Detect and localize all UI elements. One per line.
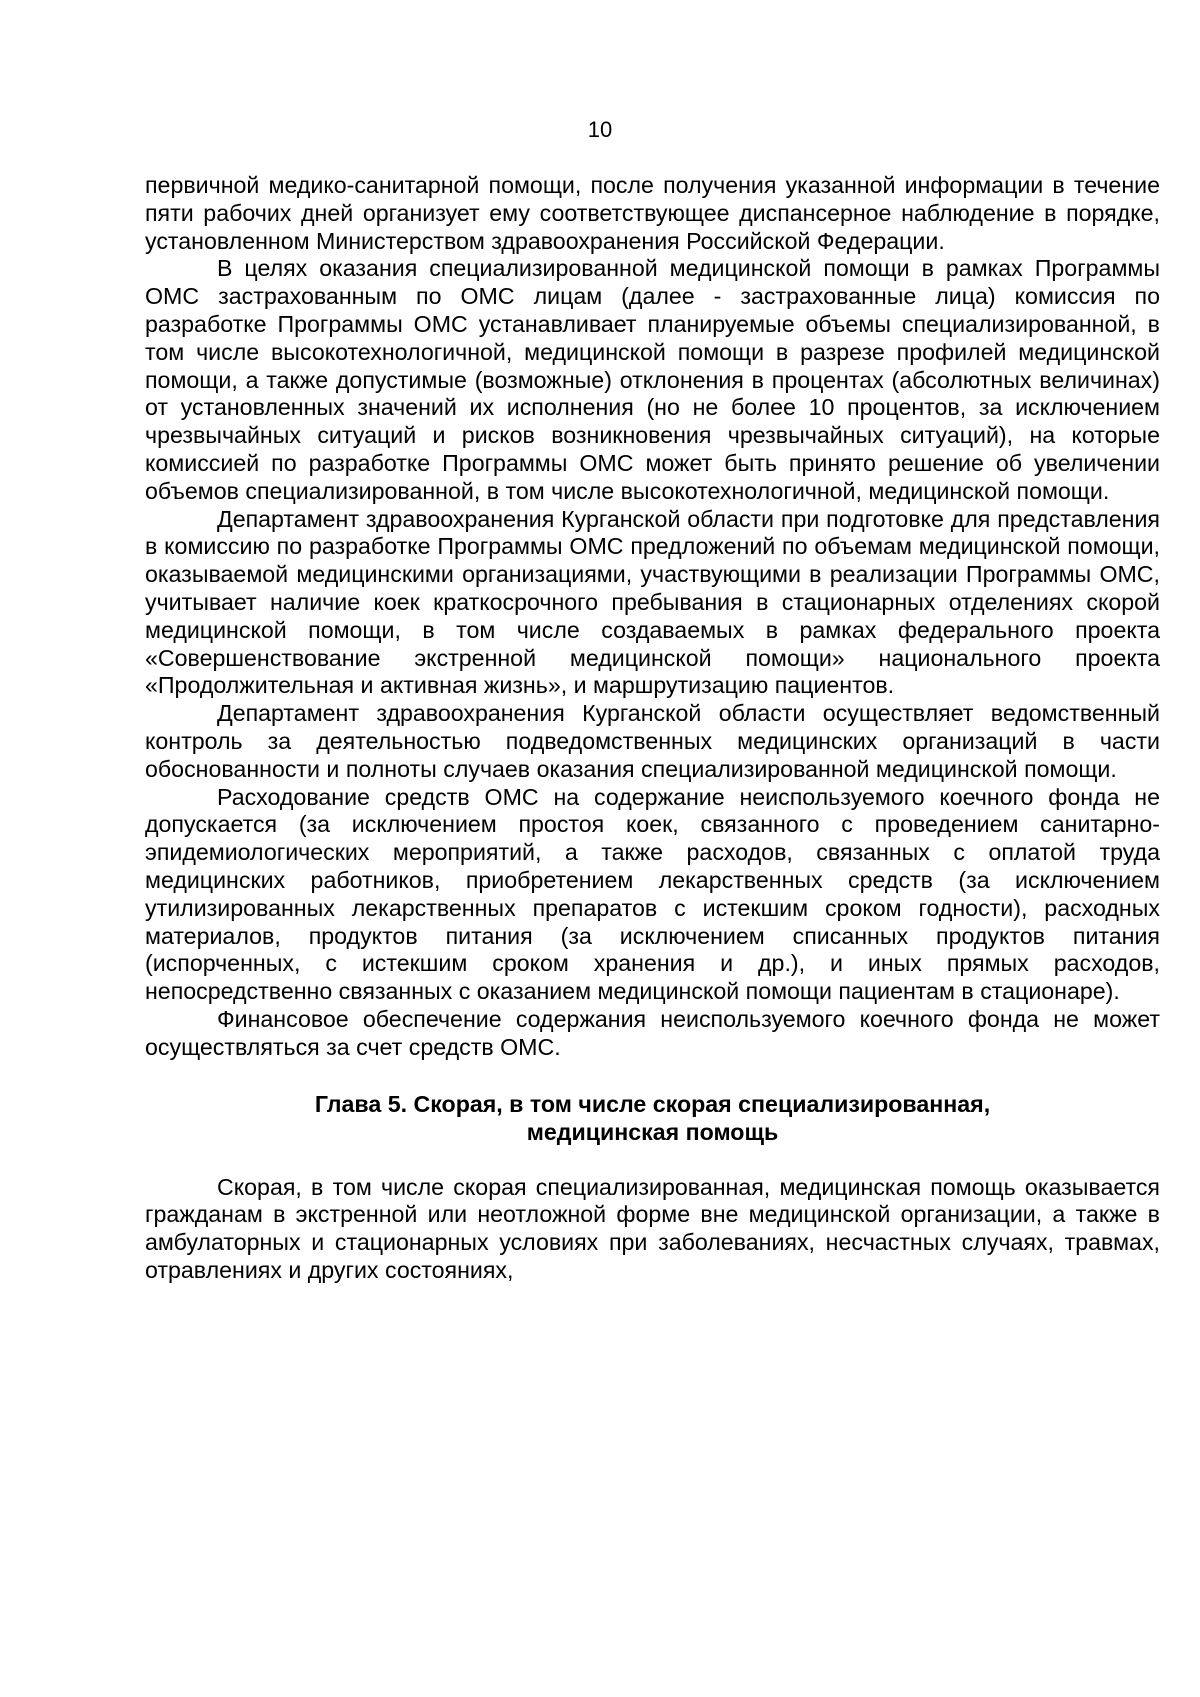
paragraph-emergency-care: Скорая, в том числе скорая специализированная, медицинская помощь оказывается гражданам в экстренной или неотложной форме вне медицинской организации, а также в амбулаторных и стационарных условиях при заболеваниях, несчастных случаях, травмах, отравлениях и других состояниях, bbox=[145, 1173, 1160, 1283]
paragraph-unused-beds-expenses: Расходование средств ОМС на содержание неиспользуемого коечного фонда не допускается (за исключением простоя коек, связанного с проведением санитарно-эпидемиологических мероприятий, а также расходов, связанных с оплатой труда медицинских работников, приобретением лекарственных средств (за исключением утилизированных лекарственных препаратов с истекшим сроком годности), расходных материалов, продуктов питания (за исключением списанных продуктов питания (испорченных, с истекшим сроком хранения и др.), и иных прямых расходов, непосредственно связанных с оказанием медицинской помощи пациентам в стационаре). bbox=[145, 783, 1160, 1005]
chapter-heading bbox=[145, 1090, 1160, 1146]
paragraph-unused-beds-financing: Финансовое обеспечение содержания неиспользуемого коечного фонда не может осуществляться за счет средств ОМС. bbox=[145, 1005, 1160, 1060]
paragraph-department-control: Департамент здравоохранения Курганской области осуществляет ведомственный контроль за деятельностью подведомственных медицинских организаций в части обоснованности и полноты случаев оказания специализированной медицинской помощи. bbox=[145, 700, 1160, 782]
chapter-heading-line-2: медицинская помощь bbox=[526, 1118, 779, 1145]
document-body bbox=[145, 172, 1160, 1285]
page-number: 10 bbox=[587, 117, 613, 142]
paragraph-department-proposals: Департамент здравоохранения Курганской области при подготовке для представления в комиссию по разработке Программы ОМС предложений по объемам медицинской помощи, оказываемой медицинскими организациями, участвующими в реализации Программы ОМС, учитывает наличие коек краткосрочного пребывания в стационарных отделениях скорой медицинской помощи, в том числе создаваемых в рамках федерального проекта «Совершенствование экстренной медицинской помощи» национального проекта «Продолжительная и активная жизнь», и маршрутизацию пациентов. bbox=[145, 505, 1160, 699]
paragraph-continuation: первичной медико-санитарной помощи, после получения указанной информации в течение пяти рабочих дней организует ему соответствующее диспансерное наблюдение в порядке, установленном Министерством здравоохранения Российской Федерации. bbox=[145, 172, 1160, 254]
chapter-heading-line-1: Глава 5. Скорая, в том числе скорая специализированная, bbox=[314, 1090, 991, 1117]
paragraph-specialized-care-volumes: В целях оказания специализированной медицинской помощи в рамках Программы ОМС застрахованным по ОМС лицам (далее - застрахованные лица) комиссия по разработке Программы ОМС устанавливает планируемые объемы специализированной, в том числе высокотехнологичной, медицинской помощи в разрезе профилей медицинской помощи, а также допустимые (возможные) отклонения в процентах (абсолютных величинах) от установленных значений их исполнения (но не более 10 процентов, за исключением чрезвычайных ситуаций и рисков возникновения чрезвычайных ситуаций), на которые комиссией по разработке Программы ОМС может быть принято решение об увеличении объемов специализированной, в том числе высокотехнологичной, медицинской помощи. bbox=[145, 255, 1160, 504]
